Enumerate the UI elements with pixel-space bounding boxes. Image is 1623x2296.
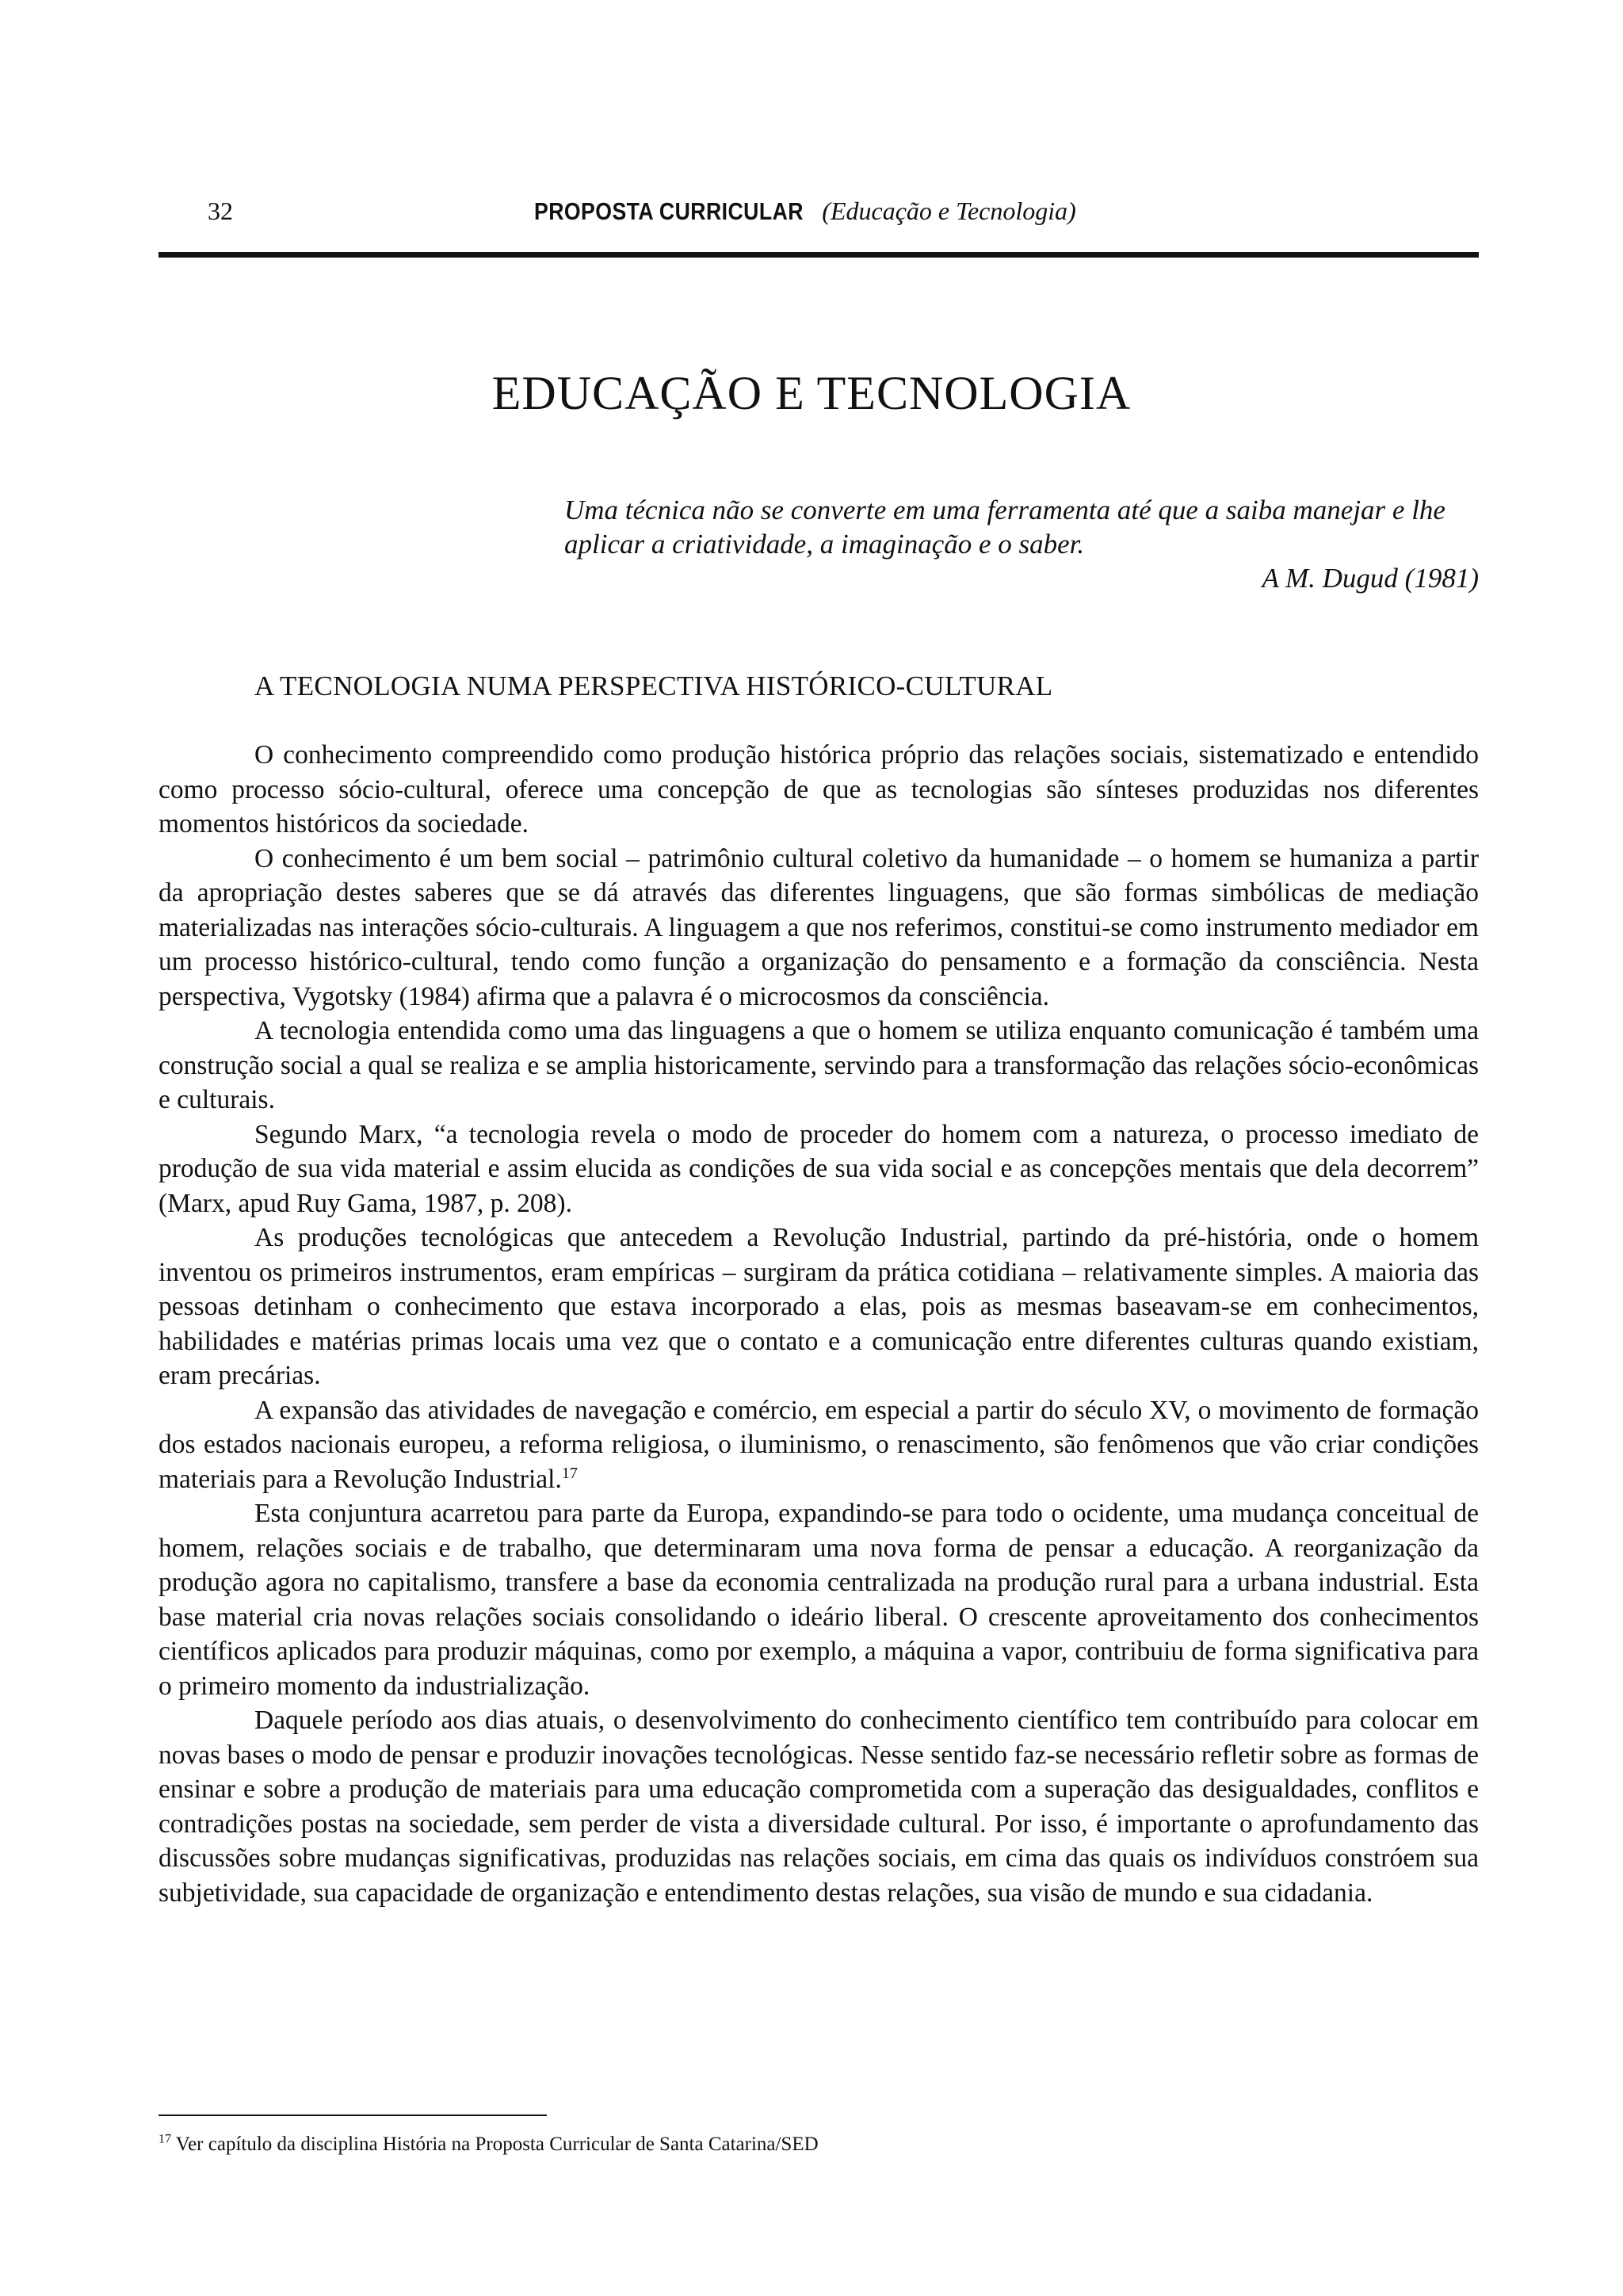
paragraph: Segundo Marx, “a tecnologia revela o modo de proceder do homem com a natureza, o processo imediato de produção de sua vida material e assim elucida as condições de sua vida social e as concepções mentais que dela decorrem” (Marx, apud Ruy Gama, 1987, p. 208). <box>158 1119 1479 1218</box>
running-header <box>534 195 1076 227</box>
paragraph: As produções tecnológicas que antecedem a Revolução Industrial, partindo da pré-história, onde o homem inventou os primeiros instrumentos, eram empíricas – surgiram da prática cotidiana – relativamente simples. A maioria das pessoas detinham o conhecimento que estava incorporado a elas, pois as mesmas baseavam-se em conhecimentos, habilidades e matérias primas locais uma vez que o contato e a comunicação entre diferentes culturas quando existiam, eram precárias. <box>158 1223 1479 1390</box>
footnote <box>158 2132 819 2157</box>
footnote-number: 17 <box>158 2132 171 2146</box>
footnote-reference[interactable]: 17 <box>561 1464 578 1482</box>
header-rule <box>158 252 1479 258</box>
paragraph-text: A expansão das atividades de navegação e comércio, em especial a partir do século XV, o movimento de formação dos estados nacionais europeu, a reforma religiosa, o iluminismo, o renascimento, são fenômenos que vão criar condições materiais para a Revolução Industrial. <box>158 1395 1479 1494</box>
footnote-rule <box>158 2115 547 2116</box>
running-header-title: PROPOSTA CURRICULAR <box>534 197 804 225</box>
page-number: 32 <box>208 197 233 225</box>
paragraph: Daquele período aos dias atuais, o desenvolvimento do conhecimento científico tem contribuído para colocar em novas bases o modo de pensar e produzir inovações tecnológicas. Nesse sentido faz-se necessário refletir sobre as formas de ensinar e sobre a produção de materiais para uma educação comprometida com a superação das desigualdades, conflitos e contradições postas na sociedade, sem perder de vista a diversidade cultural. Por isso, é importante o aprofundamento das discussões sobre mudanças significativas, produzidas nas relações sociais, em cima das quais os indivíduos constróem sua subjetividade, sua capacidade de organização e entendimento destas relações, sua visão de mundo e sua cidadania. <box>158 1706 1479 1908</box>
running-header-subtitle: (Educação e Tecnologia) <box>822 197 1076 225</box>
paragraph: Esta conjuntura acarretou para parte da Europa, expandindo-se para todo o ocidente, uma mudança conceitual de homem, relações sociais e de trabalho, que determinaram uma nova forma de pensar a educação. A reorganização da produção agora no capitalismo, transfere a base da economia centralizada na produção rural para a urbana industrial. Esta base material cria novas relações sociais consolidando o ideário liberal. O crescente aproveitamento dos conhecimentos científicos aplicados para produzir máquinas, como por exemplo, a máquina a vapor, contribuiu de forma significativa para o primeiro momento da industrialização. <box>158 1499 1479 1701</box>
paragraph: A tecnologia entendida como uma das linguagens a que o homem se utiliza enquanto comunicação é também uma construção social a qual se realiza e se amplia historicamente, servindo para a transformação das relações sócio-econômicas e culturais. <box>158 1016 1479 1114</box>
paragraph: O conhecimento é um bem social – patrimônio cultural coletivo da humanidade – o homem se humaniza a partir da apropriação destes saberes que se dá através das diferentes linguagens, que são formas simbólicas de mediação materializadas nas interações sócio-culturais. A linguagem a que nos referimos, constitui-se como instrumento mediador em um processo histórico-cultural, tendo como função a organização do pensamento e a formação da consciência. Nesta perspectiva, Vygotsky (1984) afirma que a palavra é o microcosmos da consciência. <box>158 843 1479 1011</box>
footnote-text: Ver capítulo da disciplina História na Proposta Curricular de Santa Catarina/SED <box>171 2134 819 2155</box>
epigraph <box>564 493 1479 595</box>
paragraph: O conhecimento compreendido como produção histórica próprio das relações sociais, sistematizado e entendido como processo sócio-cultural, oferece uma concepção de que as tecnologias são sínteses produzidas nos diferentes momentos históricos da sociedade. <box>158 740 1479 839</box>
epigraph-quote: Uma técnica não se converte em uma ferramenta até que a saiba manejar e lhe aplicar a criatividade, a imaginação e o saber. <box>564 495 1445 560</box>
section-heading: A TECNOLOGIA NUMA PERSPECTIVA HISTÓRICO-CULTURAL <box>254 670 1053 701</box>
epigraph-author: A M. Dugud (1981) <box>1262 563 1479 594</box>
paragraph <box>158 1393 1479 1497</box>
body-text <box>158 738 1479 1910</box>
page-title: EDUCAÇÃO E TECNOLOGIA <box>491 367 1132 419</box>
